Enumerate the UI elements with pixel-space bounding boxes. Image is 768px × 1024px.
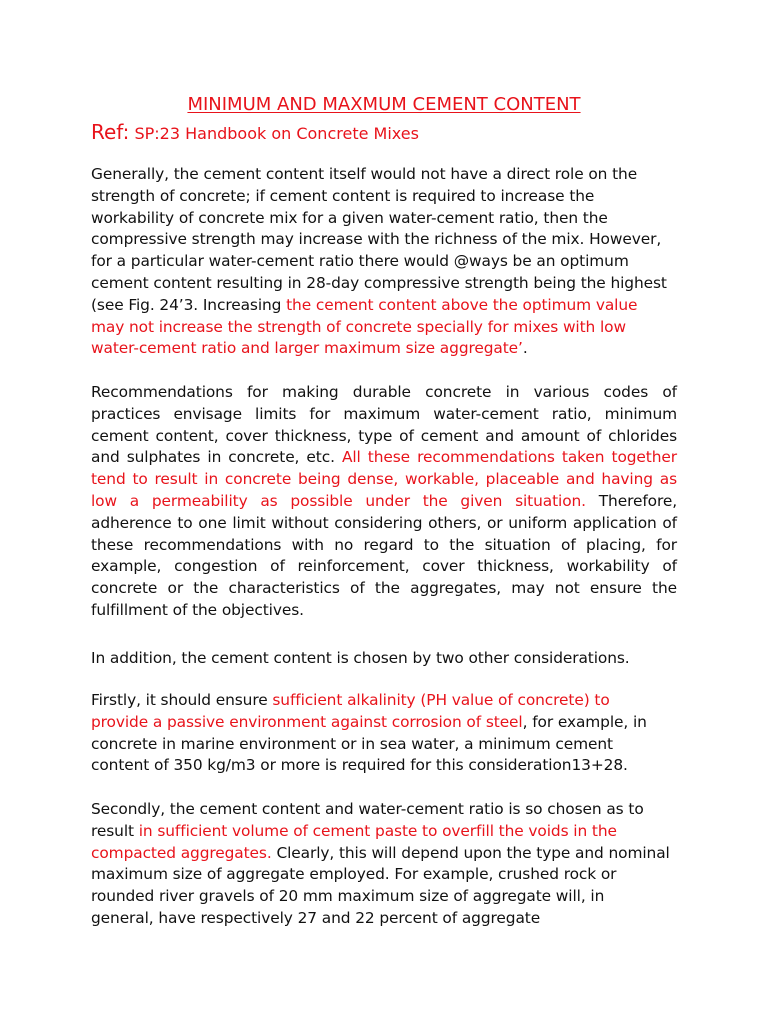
highlighted-text: low a permeability as possible under the given situation. [91, 491, 586, 510]
text-line [91, 908, 677, 930]
text-line [91, 712, 677, 734]
text-line [91, 755, 677, 777]
body-text: compressive strength may increase with the richness of the mix. However, [91, 230, 662, 249]
text-line [91, 843, 677, 865]
body-text: Recommendations for making durable concrete in various codes of [91, 383, 677, 401]
text-line [91, 317, 677, 339]
body-text: cement content resulting in 28-day compressive strength being the highest [91, 273, 667, 292]
body-text: practices envisage limits for maximum water-cement ratio, minimum [91, 404, 677, 423]
body-text: concrete or the characteristics of the aggregates, may not ensure the [91, 579, 677, 598]
reference-label: Ref: [91, 120, 130, 144]
text-line [91, 648, 677, 670]
text-line [91, 578, 677, 600]
highlighted-text: in sufficient volume of cement paste to overfill the voids in the [138, 821, 617, 840]
body-text: Generally, the cement content itself would not have a direct role on the [91, 165, 638, 183]
highlighted-text: provide a passive environment against corrosion of steel [91, 712, 523, 731]
body-text: Clearly, this will depend upon the type and nominal [271, 843, 670, 862]
text-line [91, 556, 677, 578]
text-line [91, 229, 677, 251]
body-text: rounded river gravels of 20 mm maximum size of aggregate will, in [91, 887, 605, 906]
text-line [91, 186, 677, 208]
paragraph-cement-paste-volume [91, 799, 677, 930]
body-text: , for example, in [522, 712, 647, 731]
body-text: concrete in marine environment or in sea water, a minimum cement [91, 734, 613, 753]
text-line [91, 447, 677, 469]
highlighted-text: may not increase the strength of concrete specially for mixes with low [91, 317, 626, 336]
text-line [91, 404, 677, 426]
highlighted-text: sufficient alkalinity (PH value of concrete) to [272, 691, 610, 709]
text-line [91, 164, 677, 186]
body-text: and sulphates in concrete, etc. [91, 448, 342, 467]
text-line [91, 864, 677, 886]
text-line [91, 208, 677, 230]
highlighted-text: All these recommendations taken together [341, 448, 677, 467]
body-text: general, have respectively 27 and 22 percent of aggregate [91, 908, 541, 927]
text-line [91, 690, 677, 712]
body-text: strength of concrete; if cement content is required to increase the [91, 186, 595, 205]
page-title: MINIMUM AND MAXMUM CEMENT CONTENT [187, 94, 581, 115]
body-text: content of 350 kg/m3 or more is required for this consideration13+28. [91, 756, 628, 775]
body-text: maximum size of aggregate employed. For example, crushed rock or [91, 865, 617, 884]
body-text: In addition, the cement content is chosen by two other considerations. [91, 649, 630, 667]
body-text: cement content, cover thickness, type of cement and amount of chlorides [91, 426, 677, 445]
text-line [91, 734, 677, 756]
paragraph-alkalinity [91, 690, 677, 777]
reference-text: SP:23 Handbook on Concrete Mixes [134, 124, 419, 143]
text-line [91, 491, 677, 513]
reference-line [91, 121, 419, 145]
paragraph-two-considerations [91, 648, 677, 670]
text-line [91, 338, 677, 360]
highlighted-text: the cement content above the optimum value [286, 295, 638, 314]
highlighted-text: tend to result in concrete being dense, workable, placeable and having as [91, 470, 677, 489]
text-line [91, 469, 677, 491]
text-line [91, 821, 677, 843]
body-text: these recommendations with no regard to the situation of placing, for [91, 535, 677, 554]
text-line [91, 426, 677, 448]
paragraph-cement-role [91, 164, 677, 360]
body-text: fulfillment of the objectives. [91, 600, 304, 619]
body-text: for a particular water-cement ratio there would @ways be an optimum [91, 252, 629, 271]
text-line [91, 600, 677, 622]
paragraph-durability-recommendations [91, 382, 677, 622]
body-text: Secondly, the cement content and water-cement ratio is so chosen as to [91, 800, 644, 818]
body-text: adherence to one limit without considering others, or uniform application of [91, 513, 677, 532]
text-line [91, 886, 677, 908]
text-line [91, 535, 677, 557]
text-line [91, 295, 677, 317]
body-text: (see Fig. 24’3. Increasing [91, 295, 287, 314]
highlighted-text: compacted aggregates. [91, 843, 272, 862]
highlighted-text: water-cement ratio and larger maximum size aggregate’ [91, 339, 523, 358]
body-text: example, congestion of reinforcement, cover thickness, workability of [91, 557, 677, 576]
text-line [91, 382, 677, 404]
body-text: result [91, 821, 139, 840]
text-line [91, 251, 677, 273]
body-text: . [522, 339, 528, 358]
text-line [91, 273, 677, 295]
body-text: Firstly, it should ensure [91, 691, 273, 709]
text-line [91, 799, 677, 821]
body-text: Therefore, [585, 491, 678, 510]
text-line [91, 513, 677, 535]
body-text: workability of concrete mix for a given water-cement ratio, then the [91, 208, 608, 227]
